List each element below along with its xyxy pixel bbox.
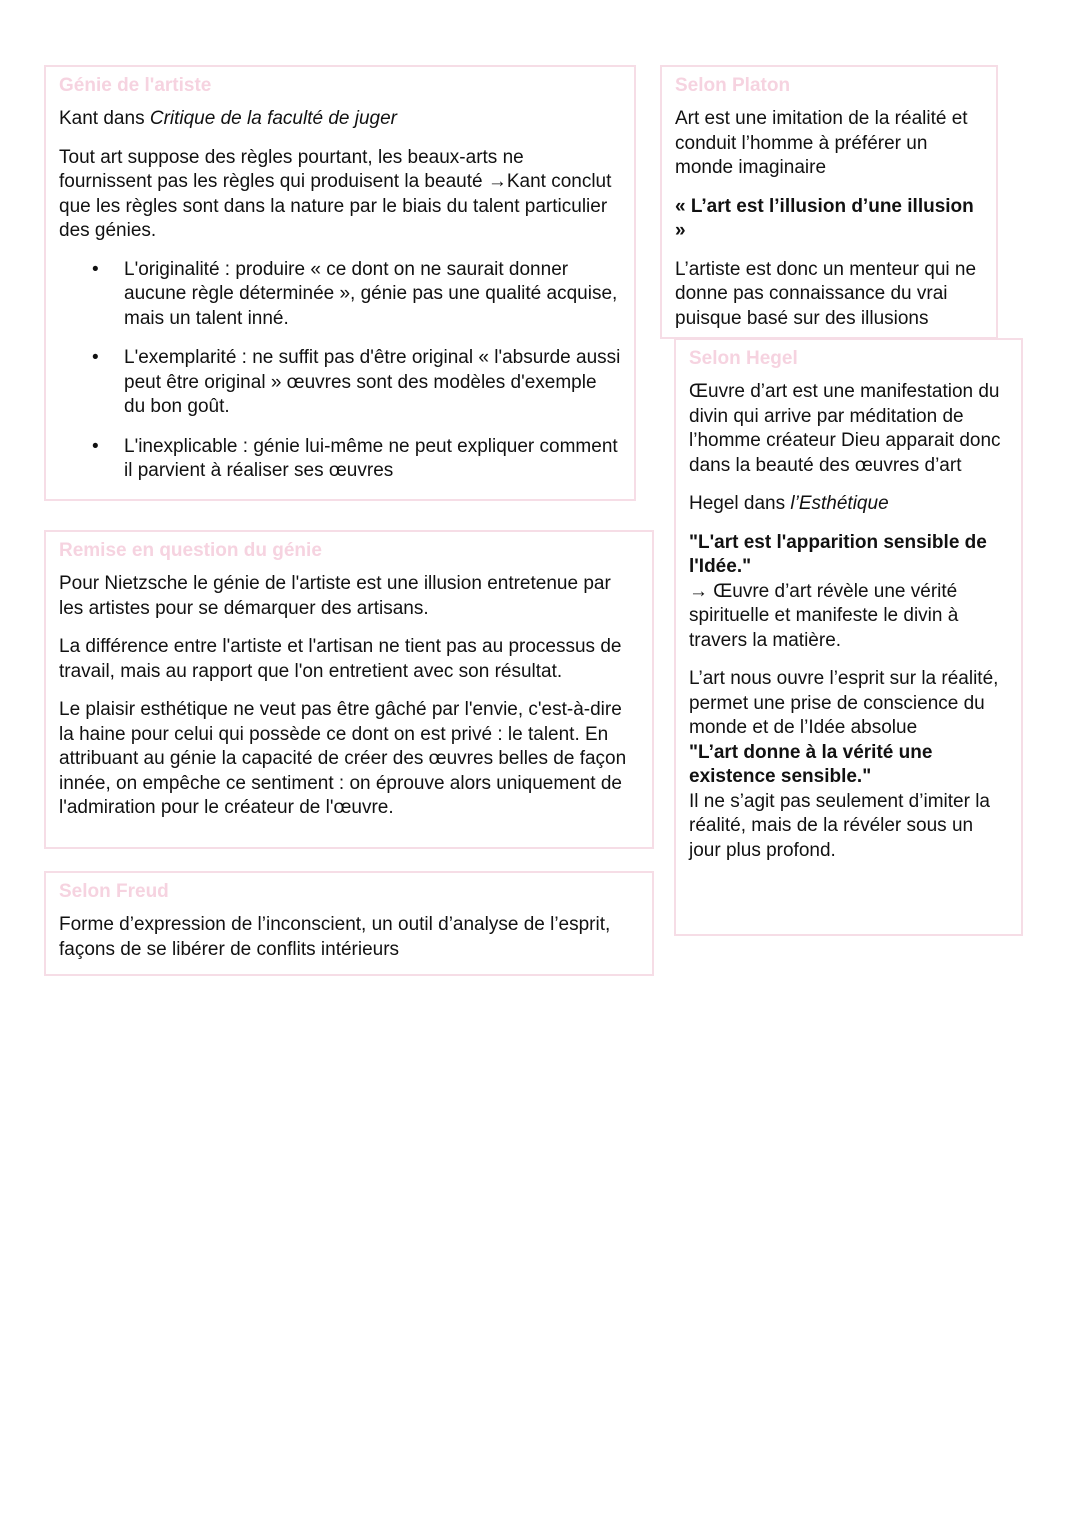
quote: "L'art est l'apparition sensible de l'Idée."	[689, 531, 987, 577]
list-item-text: L'originalité : produire « ce dont on ne saurait donner aucune règle déterminée », génie pas une qualité acquise, mais un talent inné.	[124, 258, 618, 329]
list-item-text: L'exemplarité : ne suffit pas d'être original « l'absurde aussi peut être original » œuvres sont des modèles d'exemple du bon goût.	[124, 347, 621, 417]
intro-prefix: Kant dans	[59, 108, 150, 129]
list-item	[92, 435, 621, 484]
paragraph: → Œuvre d’art révèle une vérité spirituelle et manifeste le divin à travers la matière.	[689, 580, 959, 651]
section-title: Selon Platon	[675, 75, 791, 96]
kant-intro	[59, 107, 621, 132]
quote: "L’art donne à la vérité une existence sensible."	[689, 741, 933, 787]
paragraph: Œuvre d’art est une manifestation du divin qui arrive par méditation de l’homme créateur Dieu apparait donc dans la beauté des œuvres d’art	[689, 381, 1001, 476]
bullet-icon: •	[92, 258, 99, 280]
list-item	[92, 346, 621, 420]
paragraph: Forme d’expression de l’inconscient, un outil d’analyse de l’esprit, façons de se libérer de conflits intérieurs	[59, 914, 611, 960]
quote: « L’art est l’illusion d’une illusion »	[675, 195, 974, 241]
list-item	[92, 258, 621, 332]
bullet-icon: •	[92, 435, 99, 457]
section-title: Selon Freud	[59, 881, 169, 902]
paragraph: L’art nous ouvre l’esprit sur la réalité, permet une prise de conscience du monde et de l’Idée absolue	[689, 668, 999, 738]
section-genie-artiste	[44, 65, 636, 501]
section-freud	[44, 871, 654, 976]
section-title: Génie de l'artiste	[59, 75, 212, 96]
bullet-icon: •	[92, 347, 99, 368]
paragraph: Pour Nietzsche le génie de l'artiste est une illusion entretenue par les artistes pour se démarquer des artisans.	[59, 573, 611, 619]
hegel-source	[689, 492, 1008, 517]
list-item-text: L'inexplicable : génie lui-même ne peut expliquer comment il parvient à réaliser ses œuvres	[124, 435, 618, 481]
criteria-list	[59, 258, 621, 484]
section-hegel	[674, 338, 1023, 936]
section-platon	[660, 65, 998, 339]
section-title: Remise en question du génie	[59, 540, 322, 561]
source-prefix: Hegel dans	[689, 493, 791, 514]
work-title: l’Esthétique	[790, 493, 889, 514]
section-remise-en-question	[44, 530, 654, 849]
section-title: Selon Hegel	[689, 348, 798, 369]
paragraph: La différence entre l'artiste et l'artisan ne tient pas au processus de travail, mais au rapport que l'on entretient avec son résultat.	[59, 636, 622, 682]
paragraph: Tout art suppose des règles pourtant, les beaux-arts ne fournissent pas les règles qui produisent la beauté →Kant conclut que les règles sont dans la nature par le biais du talent particulier des génies.	[59, 146, 612, 241]
paragraph: Art est une imitation de la réalité et conduit l’homme à préférer un monde imaginaire	[675, 108, 968, 178]
paragraph: Le plaisir esthétique ne veut pas être gâché par l'envie, c'est-à-dire la haine pour celui qui possède ce dont on est privé : le talent. En attribuant au génie la capacité de créer des œuvres belles de façon innée, on empêche ce sentiment : on éprouve alors uniquement de l'admiration pour le créateur de l'œuvre.	[59, 699, 627, 818]
paragraph: Il ne s’agit pas seulement d’imiter la réalité, mais de la révéler sous un jour plus profond.	[689, 790, 990, 861]
paragraph: L’artiste est donc un menteur qui ne donne pas connaissance du vrai puisque basé sur des illusions	[675, 258, 977, 329]
work-title: Critique de la faculté de juger	[149, 108, 397, 129]
